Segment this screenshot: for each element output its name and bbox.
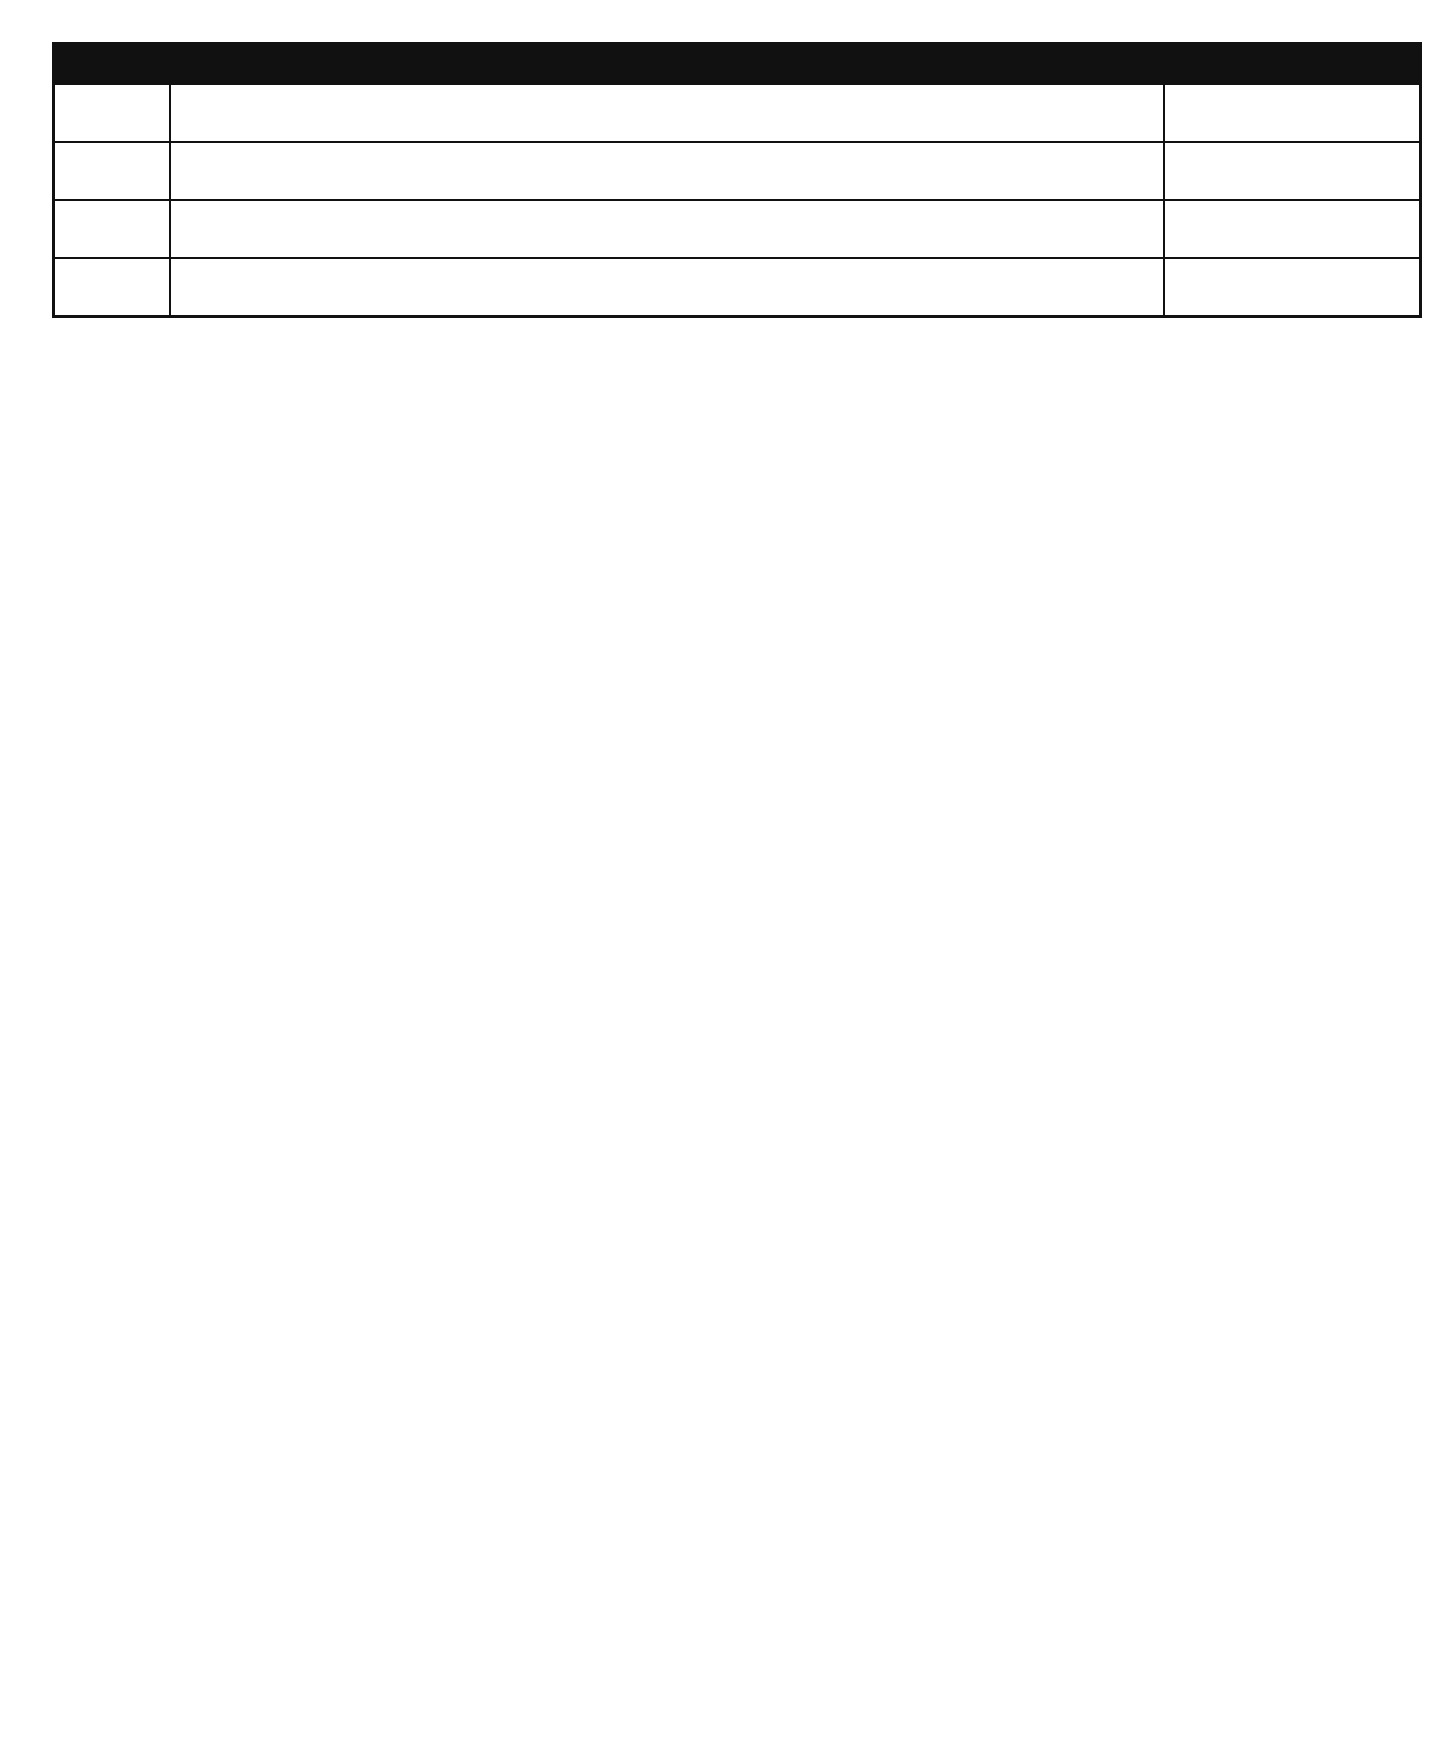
header-test [54, 44, 171, 85]
test-number [54, 258, 171, 317]
applicability-value [1164, 200, 1421, 258]
action-cell [170, 142, 1164, 200]
test-number [54, 84, 171, 142]
header-row [54, 44, 1421, 85]
test-number [54, 200, 171, 258]
diagnostic-test-table [52, 42, 1422, 318]
table-row [54, 84, 1421, 142]
table-row [54, 200, 1421, 258]
header-applicability [1164, 44, 1421, 85]
table-body [54, 84, 1421, 317]
applicability-value [1164, 258, 1421, 317]
header-action [170, 44, 1164, 85]
applicability-value [1164, 142, 1421, 200]
action-cell [170, 84, 1164, 142]
action-cell [170, 258, 1164, 317]
action-cell [170, 200, 1164, 258]
test-number [54, 142, 171, 200]
table-row [54, 142, 1421, 200]
table-row [54, 258, 1421, 317]
applicability-value [1164, 84, 1421, 142]
